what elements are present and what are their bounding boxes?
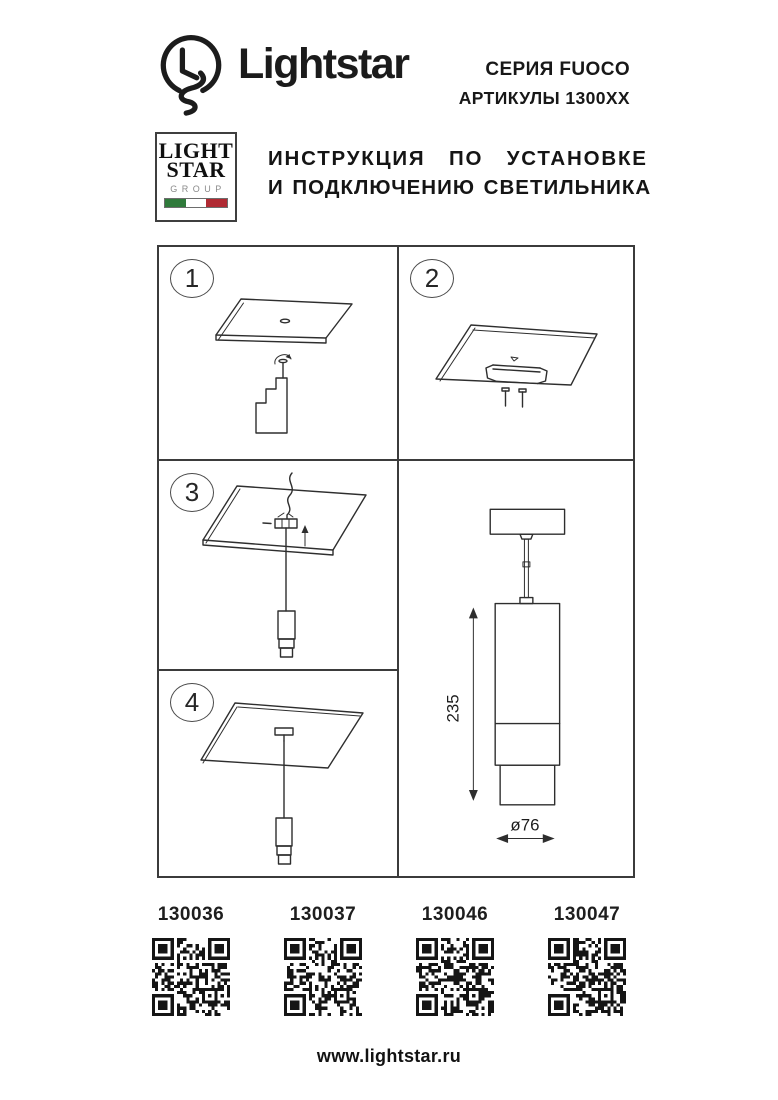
group-logo-light: LIGHT — [158, 138, 234, 163]
lightstar-bulb-icon — [148, 24, 234, 120]
article-cell — [542, 904, 632, 1016]
article-number: 130046 — [421, 904, 489, 925]
qr-code — [548, 938, 626, 1016]
group-logo-star: STAR — [166, 157, 226, 183]
instruction-title — [268, 147, 652, 200]
step-2-badge: 2 — [410, 259, 454, 298]
instruction-grid — [157, 245, 635, 878]
dimension-diameter-label: ø76 — [510, 815, 540, 835]
brand-wordmark: Lightstar — [238, 40, 409, 88]
qr-code — [416, 938, 494, 1016]
articles-row — [0, 904, 778, 1016]
step-2-panel — [399, 247, 633, 461]
dimensions-panel — [399, 461, 633, 876]
article-cell — [410, 904, 500, 1016]
lightstar-logo — [148, 24, 408, 120]
step-4-badge: 4 — [170, 683, 214, 722]
articles-range: АРТИКУЛЫ 1300XX — [458, 87, 630, 108]
series-name: СЕРИЯ FUOCO — [485, 59, 630, 80]
article-number: 130047 — [553, 904, 621, 925]
dimension-height-label: 235 — [443, 694, 463, 723]
footer — [0, 1046, 778, 1067]
step-3-badge: 3 — [170, 473, 214, 512]
article-cell — [278, 904, 368, 1016]
qr-code — [284, 938, 362, 1016]
step-3-panel — [159, 461, 399, 671]
instruction-title-line2: И ПОДКЛЮЧЕНИЮ СВЕТИЛЬНИКА — [268, 176, 652, 199]
article-number: 130037 — [289, 904, 357, 925]
article-number: 130036 — [157, 904, 225, 925]
group-logo-group: GROUP — [170, 183, 226, 194]
instruction-title-line1: ИНСТРУКЦИЯ ПО УСТАНОВКЕ — [268, 147, 648, 170]
dimensions-diagram — [399, 461, 633, 876]
step-1-badge: 1 — [170, 259, 214, 298]
step-1-panel — [159, 247, 399, 461]
series-block — [459, 56, 630, 111]
italian-flag-stripe — [164, 198, 228, 208]
website-url: www.lightstar.ru — [316, 1046, 462, 1066]
step-4-panel — [159, 671, 399, 876]
article-cell — [146, 904, 236, 1016]
lightstar-group-logo — [155, 132, 237, 222]
qr-code — [152, 938, 230, 1016]
